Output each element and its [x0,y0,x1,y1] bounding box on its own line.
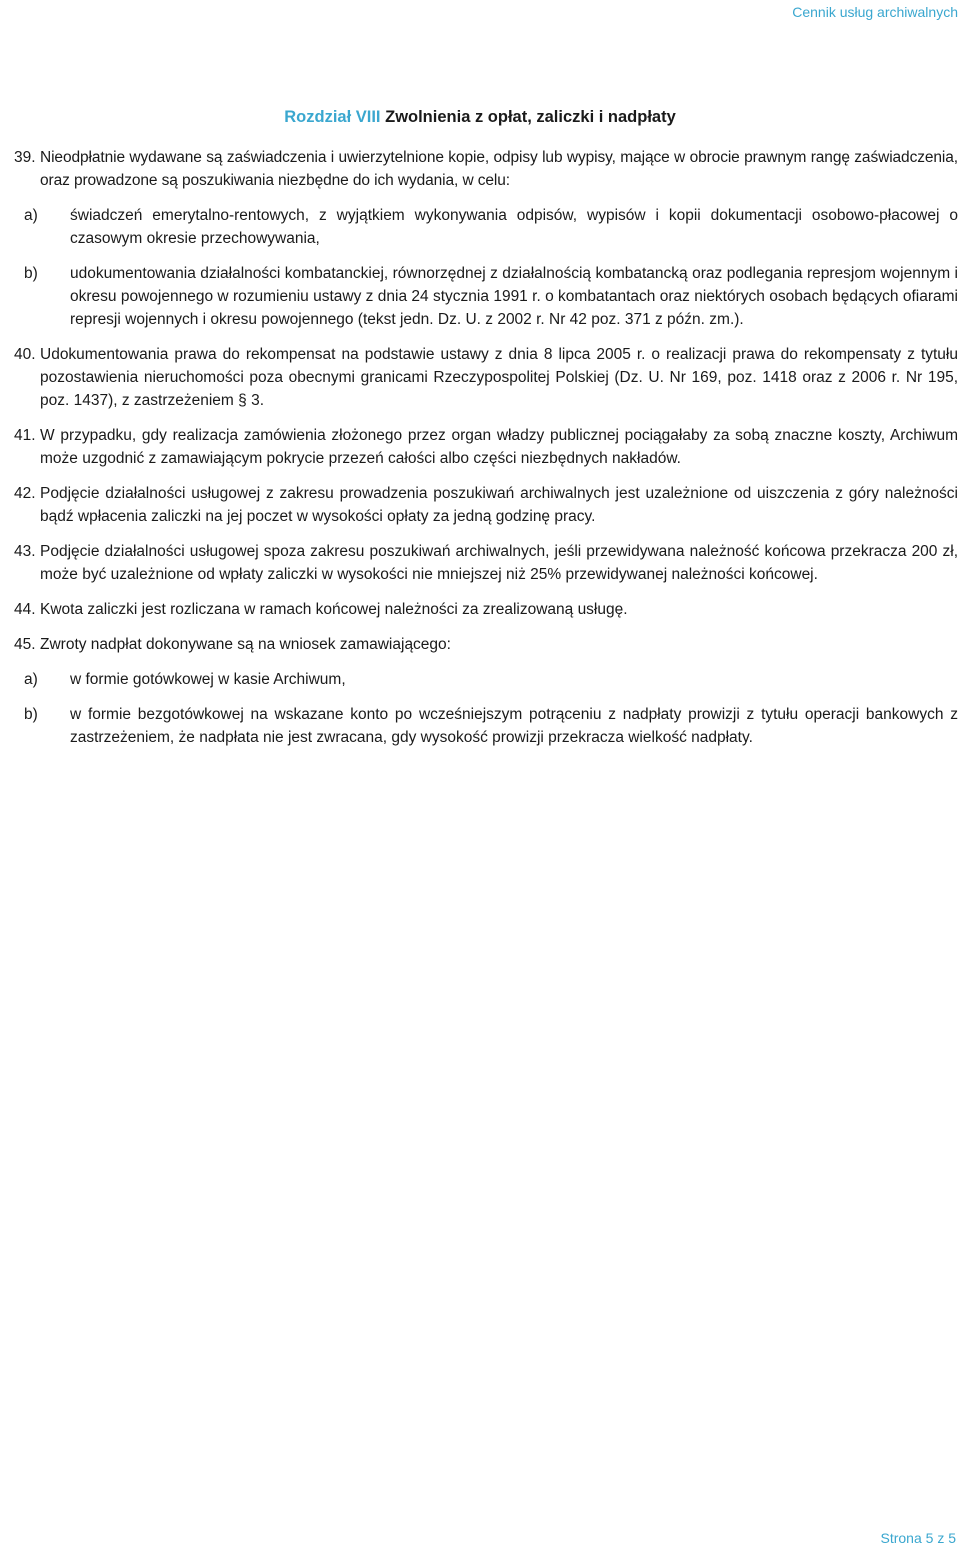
list-item-39a [24,204,958,250]
paragraph-number: 39. [14,149,36,166]
paragraph-number: 41. [14,427,36,444]
paragraph-text: W przypadku, gdy realizacja zamówienia złożonego przez organ władzy publicznej pociągałaby za sobą znaczne koszty, Archiwum może uzgodnić z zamawiającym pokrycie przezeń całości albo części niezbędnych nakładów. [40,427,958,467]
chapter-label: Rozdział VIII [284,108,381,126]
paragraph-text: Udokumentowania prawa do rekompensat na podstawie ustawy z dnia 8 lipca 2005 r. o realizacji prawa do rekompensaty z tytułu pozostawienia nieruchomości poza obecnymi granicami Rzeczypospolitej Polskiej (Dz. U. Nr 169, poz. 1418 oraz z 2006 r. Nr 195, poz. 1437), z zastrzeżeniem § 3. [40,346,958,409]
list-item-letter: a) [24,207,38,224]
paragraph-44 [14,598,958,621]
list-item-text: udokumentowania działalności kombatanckiej, równorzędnej z działalnością kombatancką oraz podlegania represjom wojennym i okresu powojennego w rozumieniu ustawy z dnia 24 stycznia 1991 r. o kombatantach oraz niektórych osobach będących ofiarami represji wojennych i okresu powojennego (tekst jedn. Dz. U. z 2002 r. Nr 42 poz. 371 z późn. zm.). [70,265,958,328]
list-item-letter: b) [24,706,38,723]
paragraph-text: Podjęcie działalności usługowej spoza zakresu poszukiwań archiwalnych, jeśli przewidywana należność końcowa przekracza 200 zł, może być uzależnione od wpłaty zaliczki w wysokości nie mniejszej niż 25% przewidywanej należności końcowej. [40,543,958,583]
paragraph-text: Kwota zaliczki jest rozliczana w ramach końcowej należności za zrealizowaną usługę. [40,601,628,618]
paragraph-text: Podjęcie działalności usługowej z zakresu prowadzenia poszukiwań archiwalnych jest uzależnione od uiszczenia z góry należności bądź wpłacenia zaliczki na jej poczet w wysokości opłaty za jedną godzinę pracy. [40,485,958,525]
paragraph-number: 42. [14,485,36,502]
paragraph-40 [14,343,958,412]
list-item-text: w formie bezgotówkowej na wskazane konto po wcześniejszym potrąceniu z nadpłaty prowizji z tytułu operacji bankowych z zastrzeżeniem, że nadpłata nie jest zwracana, gdy wysokość prowizji przekracza wielkość nadpłaty. [70,706,958,746]
paragraph-number: 45. [14,636,36,653]
paragraph-41 [14,424,958,470]
paragraph-text: Zwroty nadpłat dokonywane są na wniosek zamawiającego: [40,636,451,653]
page-number: Strona 5 z 5 [880,1530,956,1546]
paragraph-number: 43. [14,543,36,560]
running-header: Cennik usług archiwalnych [792,4,958,20]
paragraph-45 [14,633,958,656]
list-item-45b [24,703,958,749]
paragraph-42 [14,482,958,528]
chapter-title: Zwolnienia z opłat, zaliczki i nadpłaty [385,108,676,126]
document-body [14,146,958,761]
list-item-text: świadczeń emerytalno-rentowych, z wyjątkiem wykonywania odpisów, wypisów i kopii dokumentacji osobowo-płacowej o czasowym okresie przechowywania, [70,207,958,247]
chapter-heading [0,108,960,127]
list-item-39b [24,262,958,331]
paragraph-43 [14,540,958,586]
paragraph-number: 44. [14,601,36,618]
paragraph-number: 40. [14,346,36,363]
paragraph-39 [14,146,958,192]
paragraph-text: Nieodpłatnie wydawane są zaświadczenia i uwierzytelnione kopie, odpisy lub wypisy, mające w obrocie prawnym rangę zaświadczenia, oraz prowadzone są poszukiwania niezbędne do ich wydania, w celu: [40,149,958,189]
list-item-letter: b) [24,265,38,282]
list-item-text: w formie gotówkowej w kasie Archiwum, [70,671,346,688]
list-item-45a [24,668,958,691]
list-item-letter: a) [24,671,38,688]
